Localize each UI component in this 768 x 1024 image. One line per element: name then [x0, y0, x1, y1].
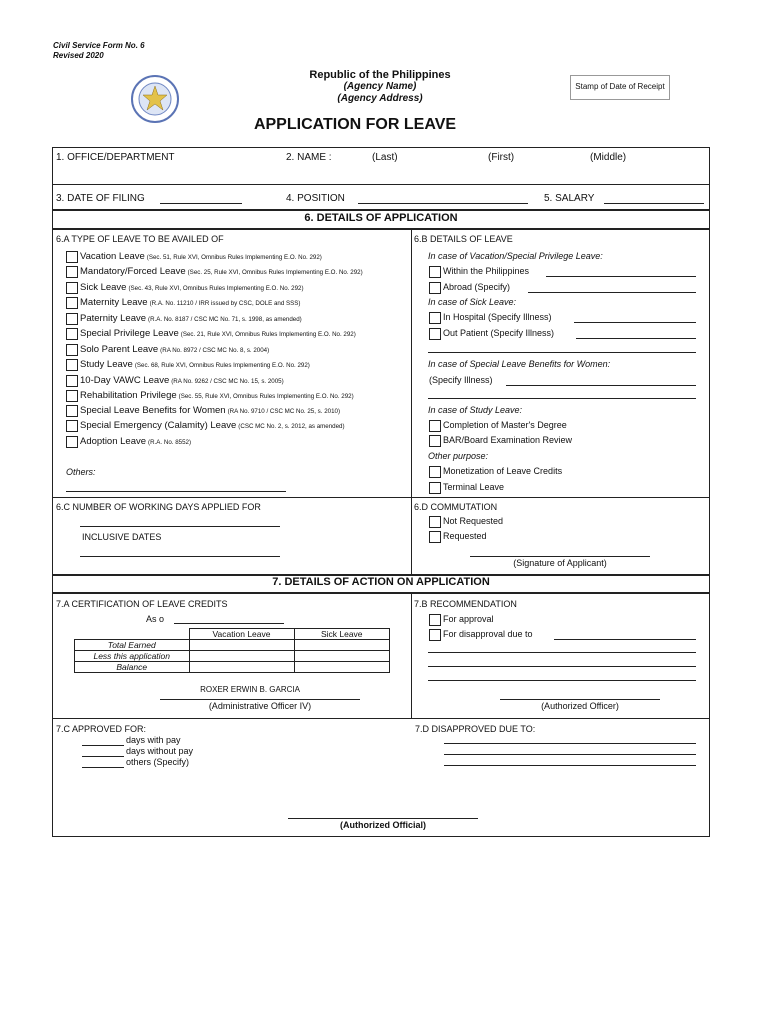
days-without-pay-label: days without pay	[126, 746, 194, 756]
inclusive-dates-field[interactable]	[80, 556, 280, 557]
study-case-label: In case of Study Leave:	[428, 405, 523, 415]
mandatory-leave-checkbox[interactable]	[66, 266, 78, 278]
section-7c-title: 7.C APPROVED FOR:	[56, 724, 147, 734]
not-requested-checkbox[interactable]	[429, 516, 441, 528]
leave-type-item: Study Leave (Sec. 68, Rule XVI, Omnibus Rules Implementing E.O. No. 292)	[80, 359, 310, 370]
vacation-balance-cell[interactable]	[189, 662, 294, 673]
page-title: APPLICATION FOR LEAVE	[253, 116, 457, 133]
monetization-checkbox[interactable]	[429, 466, 441, 478]
for-approval-checkbox[interactable]	[429, 614, 441, 626]
bar-review-label: BAR/Board Examination Review	[443, 435, 573, 445]
leave-credits-table	[74, 628, 390, 673]
divider	[52, 209, 710, 211]
col-sick-leave: Sick Leave	[294, 629, 390, 640]
disapproval-reason-field-3[interactable]	[428, 666, 696, 667]
disapproval-reason-field-2[interactable]	[428, 652, 696, 653]
inclusive-dates-label: INCLUSIVE DATES	[82, 532, 162, 542]
other-purpose-label: Other purpose:	[428, 451, 489, 461]
leave-type-item: Mandatory/Forced Leave (Sec. 25, Rule XVI, Omnibus Rules Implementing E.O. No. 292)	[80, 266, 363, 277]
sick-less-cell[interactable]	[294, 651, 390, 662]
abroad-field[interactable]	[528, 292, 696, 293]
row-balance: Balance	[75, 662, 190, 673]
name-last-label: (Last)	[372, 152, 398, 163]
section-7d-title: 7.D DISAPPROVED DUE TO:	[415, 724, 536, 734]
abroad-label: Abroad (Specify)	[443, 282, 511, 292]
divider	[52, 228, 710, 230]
authorized-official-label: (Authorized Official)	[340, 820, 426, 830]
sick-total-earned-cell[interactable]	[294, 640, 390, 651]
section-6a-title: 6.A TYPE OF LEAVE TO BE AVAILED OF	[56, 234, 224, 244]
section-7a-title: 7.A CERTIFICATION OF LEAVE CREDITS	[56, 599, 228, 609]
authorized-officer-label: (Authorized Officer)	[541, 701, 619, 711]
authorized-officer-signature-field[interactable]	[500, 699, 660, 700]
women-case-label: In case of Special Leave Benefits for Women:	[428, 359, 611, 369]
for-disapproval-checkbox[interactable]	[429, 629, 441, 641]
disapproval-reason-field[interactable]	[554, 639, 696, 640]
leave-type-item: Adoption Leave (R.A. No. 8552)	[80, 436, 192, 447]
disapproved-reason-field-3[interactable]	[444, 765, 696, 766]
salary-field[interactable]	[604, 203, 704, 204]
days-with-pay-field[interactable]	[82, 745, 124, 746]
section-6c-title: 6.C NUMBER OF WORKING DAYS APPLIED FOR	[56, 502, 261, 512]
name-middle-label: (Middle)	[590, 152, 627, 163]
within-philippines-label: Within the Philippines	[443, 266, 530, 276]
special-privilege-leave-checkbox[interactable]	[66, 328, 78, 340]
vacation-total-earned-cell[interactable]	[189, 640, 294, 651]
divider	[52, 497, 710, 498]
certifying-officer-name: ROXER ERWIN B. GARCIA	[200, 685, 300, 694]
vacation-case-label: In case of Vacation/Special Privilege Leave:	[428, 251, 603, 261]
solo-parent-leave-checkbox[interactable]	[66, 344, 78, 356]
row-less-application: Less this application	[75, 651, 190, 662]
disapproved-reason-field-2[interactable]	[444, 754, 696, 755]
special-leave-women-checkbox[interactable]	[66, 405, 78, 417]
sick-leave-checkbox[interactable]	[66, 282, 78, 294]
masters-degree-label: Completion of Master's Degree	[443, 420, 567, 430]
others-specify-label: others (Specify)	[126, 757, 190, 767]
others-label: Others:	[66, 467, 96, 477]
divider	[411, 229, 412, 574]
section-6b-title: 6.B DETAILS OF LEAVE	[414, 234, 513, 244]
certifying-officer-signature-field[interactable]	[160, 699, 360, 700]
out-patient-label: Out Patient (Specify Illness)	[443, 328, 555, 338]
monetization-label: Monetization of Leave Credits	[443, 466, 563, 476]
abroad-checkbox[interactable]	[429, 282, 441, 294]
terminal-leave-label: Terminal Leave	[443, 482, 505, 492]
section-7-title: 7. DETAILS OF ACTION ON APPLICATION	[272, 576, 490, 588]
divider	[52, 592, 710, 594]
leave-type-item: Paternity Leave (R.A. No. 8187 / CSC MC No. 71, s. 1998, as amended)	[80, 313, 302, 324]
certifying-officer-title: (Administrative Officer IV)	[208, 701, 312, 711]
within-philippines-checkbox[interactable]	[429, 266, 441, 278]
name-first-label: (First)	[488, 152, 515, 163]
leave-type-item: Special Emergency (Calamity) Leave (CSC MC No. 2, s. 2012, as amended)	[80, 420, 345, 431]
women-extra-field[interactable]	[428, 398, 696, 399]
leave-type-item: Sick Leave (Sec. 43, Rule XVI, Omnibus Rules Implementing E.O. No. 292)	[80, 282, 304, 293]
requested-checkbox[interactable]	[429, 531, 441, 543]
study-leave-checkbox[interactable]	[66, 359, 78, 371]
leave-type-item: Maternity Leave (R.A. No. 11210 / IRR issued by CSC, DOLE and SSS)	[80, 297, 301, 308]
in-hospital-field[interactable]	[574, 322, 696, 323]
maternity-leave-checkbox[interactable]	[66, 297, 78, 309]
divider	[52, 718, 710, 719]
days-with-pay-label: days with pay	[126, 735, 181, 745]
sick-extra-field[interactable]	[428, 352, 696, 353]
out-patient-field[interactable]	[576, 338, 696, 339]
date-of-filing-field[interactable]	[160, 203, 242, 204]
applicant-signature-field[interactable]	[470, 556, 650, 557]
leave-type-item: Special Privilege Leave (Sec. 21, Rule XVI, Omnibus Rules Implementing E.O. No. 292)	[80, 328, 356, 339]
others-specify-field[interactable]	[82, 767, 124, 768]
women-illness-field[interactable]	[506, 385, 696, 386]
applicant-signature-label: (Signature of Applicant)	[513, 558, 607, 568]
form-revised: Revised 2020	[53, 51, 104, 60]
leave-type-item: Special Leave Benefits for Women (RA No. 9710 / CSC MC No. 25, s. 2010)	[80, 405, 341, 416]
leave-type-item: Solo Parent Leave (RA No. 8972 / CSC MC No. 8, s. 2004)	[80, 344, 270, 355]
in-hospital-label: In Hospital (Specify Illness)	[443, 312, 552, 322]
section-7b-title: 7.B RECOMMENDATION	[414, 599, 517, 609]
as-of-date-field[interactable]	[174, 623, 284, 624]
not-requested-label: Not Requested	[443, 516, 504, 526]
sick-balance-cell[interactable]	[294, 662, 390, 673]
divider	[411, 594, 412, 718]
row-total-earned: Total Earned	[75, 640, 190, 651]
disapproved-reason-field[interactable]	[444, 743, 696, 744]
specify-illness-label: (Specify Illness)	[429, 375, 493, 385]
authorized-official-signature-field[interactable]	[288, 818, 478, 819]
date-of-filing-label: 3. DATE OF FILING	[56, 193, 145, 204]
form-code: Civil Service Form No. 6	[53, 41, 145, 50]
others-field[interactable]	[66, 491, 286, 492]
salary-label: 5. SALARY	[544, 193, 595, 204]
requested-label: Requested	[443, 531, 487, 541]
bar-review-checkbox[interactable]	[429, 435, 441, 447]
office-department-label: 1. OFFICE/DEPARTMENT	[56, 152, 175, 163]
sick-case-label: In case of Sick Leave:	[428, 297, 517, 307]
within-philippines-field[interactable]	[546, 276, 696, 277]
working-days-field[interactable]	[80, 526, 280, 527]
for-disapproval-label: For disapproval due to	[443, 629, 533, 639]
col-vacation-leave: Vacation Leave	[189, 629, 294, 640]
vacation-leave-checkbox[interactable]	[66, 251, 78, 263]
disapproval-reason-field-4[interactable]	[428, 680, 696, 681]
paternity-leave-checkbox[interactable]	[66, 313, 78, 325]
republic-line: Republic of the Philippines	[309, 69, 451, 81]
section-6-title: 6. DETAILS OF APPLICATION	[304, 212, 458, 224]
position-label: 4. POSITION	[286, 193, 345, 204]
in-hospital-checkbox[interactable]	[429, 312, 441, 324]
divider	[52, 184, 710, 185]
leave-type-item: 10-Day VAWC Leave (RA No. 9262 / CSC MC No. 15, s. 2005)	[80, 375, 284, 386]
rehabilitation-privilege-checkbox[interactable]	[66, 390, 78, 402]
masters-degree-checkbox[interactable]	[429, 420, 441, 432]
leave-type-item: Vacation Leave (Sec. 51, Rule XVI, Omnibus Rules Implementing E.O. No. 292)	[80, 251, 322, 262]
vacation-less-cell[interactable]	[189, 651, 294, 662]
position-field[interactable]	[358, 203, 528, 204]
special-emergency-leave-checkbox[interactable]	[66, 420, 78, 432]
agency-name: (Agency Name)	[343, 81, 417, 92]
terminal-leave-checkbox[interactable]	[429, 482, 441, 494]
section-6d-title: 6.D COMMUTATION	[414, 502, 498, 512]
agency-address: (Agency Address)	[337, 93, 423, 104]
for-approval-label: For approval	[443, 614, 494, 624]
leave-type-item: Rehabilitation Privilege (Sec. 55, Rule XVI, Omnibus Rules Implementing E.O. No. 292)	[80, 390, 354, 401]
vawc-leave-checkbox[interactable]	[66, 375, 78, 387]
out-patient-checkbox[interactable]	[429, 328, 441, 340]
as-of-label: As o	[146, 614, 165, 624]
name-label: 2. NAME :	[286, 152, 332, 163]
stamp-receipt-box: Stamp of Date of Receipt	[570, 75, 670, 100]
days-without-pay-field[interactable]	[82, 756, 124, 757]
adoption-leave-checkbox[interactable]	[66, 436, 78, 448]
